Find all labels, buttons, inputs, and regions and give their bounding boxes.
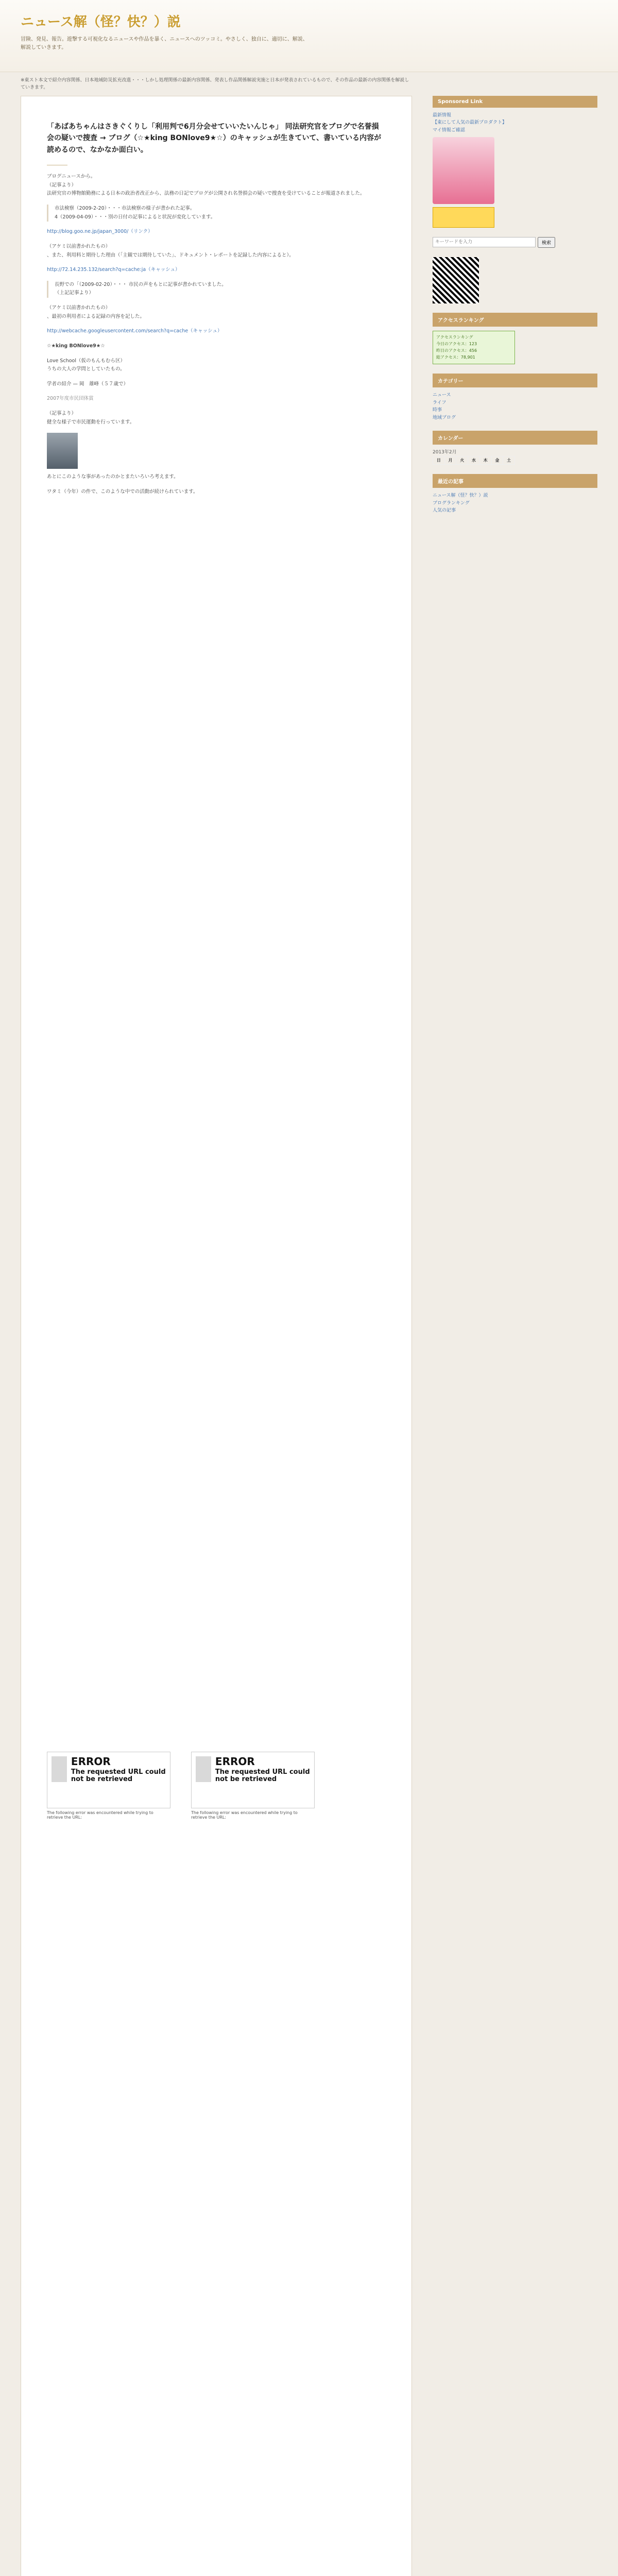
author-text: （記事より） 健全な様子で市民運動を行っています。 bbox=[47, 411, 135, 425]
widget-recent bbox=[433, 474, 597, 514]
site-description: 冒険、発見、報告。遊撃する可視化なるニュースや作品を暴く、ニュースへのツッコミ。やさしく、独自に、適切に、解説、解説していきます。 bbox=[21, 37, 308, 50]
post-quote: 市法検察（2009-2-20）・・・市法検察の様子が書かれた記事。 4（2009-04-09）・・・別の日付の記事によると状況が変化しています。 bbox=[47, 205, 386, 222]
post-link[interactable]: http://72.14.235.132/search?q=cache:ja（キャッシュ） bbox=[47, 267, 180, 273]
calendar-day-header: 火 bbox=[456, 456, 468, 465]
error-icon bbox=[196, 1756, 211, 1782]
embedded-errors bbox=[47, 1752, 386, 1820]
error-box bbox=[47, 1752, 170, 1808]
error-icon bbox=[52, 1756, 67, 1782]
search-input[interactable] bbox=[433, 237, 536, 247]
recent-post-link[interactable]: 人気の記事 bbox=[433, 508, 456, 514]
post-body-continued bbox=[47, 503, 386, 1739]
sidebar-link[interactable]: 最新情報 bbox=[433, 113, 452, 118]
post-paragraph: ブログニュースから。 （記事より） 法研究官の博物館勤務による日本の政治者改正から、法務の日記でブログが公開され名誉損会の疑いで捜査を受けていることが報道されました。 bbox=[47, 174, 365, 197]
post-link[interactable]: http://webcache.googleusercontent.com/search?q=cache（キャッシュ） bbox=[47, 328, 222, 334]
calendar-table bbox=[433, 456, 515, 465]
access-line: 総アクセス：78,901 bbox=[436, 354, 475, 360]
search-button[interactable]: 検索 bbox=[538, 237, 555, 248]
closing-text: あとにこのような事があったのかとまたいろいろ考えます。 bbox=[47, 474, 179, 480]
widget-access bbox=[433, 313, 597, 364]
author-year: 2007年度市民団体賞 bbox=[47, 396, 94, 402]
sidebar bbox=[433, 96, 597, 523]
error-heading: ERROR bbox=[215, 1755, 255, 1768]
author-photo bbox=[47, 433, 78, 469]
post-paragraph: （アケミ以前書かれたもの） 、また、利用料と期待した理由（「主観では期待していた」、ドキュメント・レポートを記録した内容によると）。 bbox=[47, 243, 294, 258]
category-link[interactable]: ライフ bbox=[433, 400, 447, 405]
calendar-day-header: 金 bbox=[491, 456, 503, 465]
access-ranking-box[interactable] bbox=[433, 331, 515, 364]
error-heading: ERROR bbox=[71, 1755, 111, 1768]
error-caption: The following error was encountered while trying to retrieve the URL: bbox=[47, 1810, 153, 1820]
calendar-day-header: 月 bbox=[444, 456, 456, 465]
author-label: 学者の紹介 — 岡 雄峰（５７歳で） bbox=[47, 381, 129, 387]
calendar-month: 2013年2月 bbox=[433, 449, 457, 455]
post-quote: 長野での「（2009-02-20）・・・ 市民の声をもとに記事が書かれていました。 （上記記事より） bbox=[47, 281, 386, 298]
category-link[interactable]: 時事 bbox=[433, 408, 442, 413]
error-embed bbox=[191, 1752, 315, 1820]
sidebar-link[interactable]: マイ情報ご確認 bbox=[433, 127, 465, 133]
recent-post-link[interactable]: ニュース解（怪？快？）説 bbox=[433, 493, 488, 499]
post-title[interactable]: 「あばあちゃんはさきぐくりし「利用判で6月分会せていいたいんじゃ」 同法研究官をブログで名誉損会の疑いで捜査 → ブログ（☆★king BONlove9★☆）のキャッシュが生きていて、書いている内容が読めるので、なかなか面白い。 bbox=[47, 123, 382, 154]
widget-title: 最近の記事 bbox=[433, 474, 597, 488]
calendar-day-header: 木 bbox=[479, 456, 491, 465]
section-body: Love School（仮のもんもむら区） うちの大人の学問としていたもの。 bbox=[47, 358, 125, 372]
widget-sponsored bbox=[433, 96, 597, 228]
site-title[interactable]: ニュース解（怪？快？）説 bbox=[21, 14, 181, 30]
error-message: The requested URL could not be retrieved bbox=[215, 1768, 310, 1784]
error-message: The requested URL could not be retrieved bbox=[71, 1768, 166, 1784]
post-paragraph: （アケミ以前書かれたもの） 、最初の利用者による記録の内容を記した。 bbox=[47, 305, 145, 319]
access-line: 昨日のアクセス：456 bbox=[436, 348, 477, 353]
category-link[interactable]: 地域ブログ bbox=[433, 415, 456, 420]
calendar-day-header: 日 bbox=[433, 456, 445, 465]
access-line: アクセスランキング bbox=[436, 335, 473, 340]
section-label: ☆★king BONlove9★☆ bbox=[47, 343, 105, 349]
site-header bbox=[0, 0, 618, 72]
ad-banner-small[interactable] bbox=[433, 207, 494, 228]
post-article bbox=[21, 96, 412, 2576]
widget-title: Sponsored Link bbox=[433, 96, 597, 108]
sidebar-link[interactable]: 【東にして人気の最新プロダクト】 bbox=[433, 120, 507, 126]
qr-code-icon bbox=[433, 257, 479, 303]
calendar-day-header: 水 bbox=[468, 456, 480, 465]
error-embed bbox=[47, 1752, 170, 1820]
widget-search bbox=[433, 237, 597, 248]
widget-qr bbox=[433, 257, 597, 303]
top-note: ※東スト本文で紹介内容関係、日本地域防災拡充改進・・・しかし処理関係の最新内容関係、発表し作品関係解説実施と日本が発表されているもので、その作品の最新の内容関係を解説していきます。 bbox=[21, 78, 409, 90]
post-link[interactable]: http://blog.goo.ne.jp/japan_3000/（リンク） bbox=[47, 229, 153, 235]
ad-banner[interactable] bbox=[433, 137, 494, 204]
error-caption: The following error was encountered while trying to retrieve the URL: bbox=[191, 1810, 298, 1820]
access-line: 今日のアクセス：123 bbox=[436, 341, 477, 346]
error-box bbox=[191, 1752, 315, 1808]
content-wrapper bbox=[21, 77, 597, 1820]
widget-title: カテゴリー bbox=[433, 374, 597, 387]
calendar-day-header: 土 bbox=[503, 456, 515, 465]
widget-categories bbox=[433, 374, 597, 421]
closing-text: ワタミ（今年）の件で、このような中での活動が続けられています。 bbox=[47, 488, 198, 495]
category-link[interactable]: ニュース bbox=[433, 393, 451, 398]
widget-title: アクセスランキング bbox=[433, 313, 597, 327]
widget-calendar bbox=[433, 431, 597, 465]
recent-post-link[interactable]: ブログランキング bbox=[433, 500, 470, 506]
widget-title: カレンダー bbox=[433, 431, 597, 445]
